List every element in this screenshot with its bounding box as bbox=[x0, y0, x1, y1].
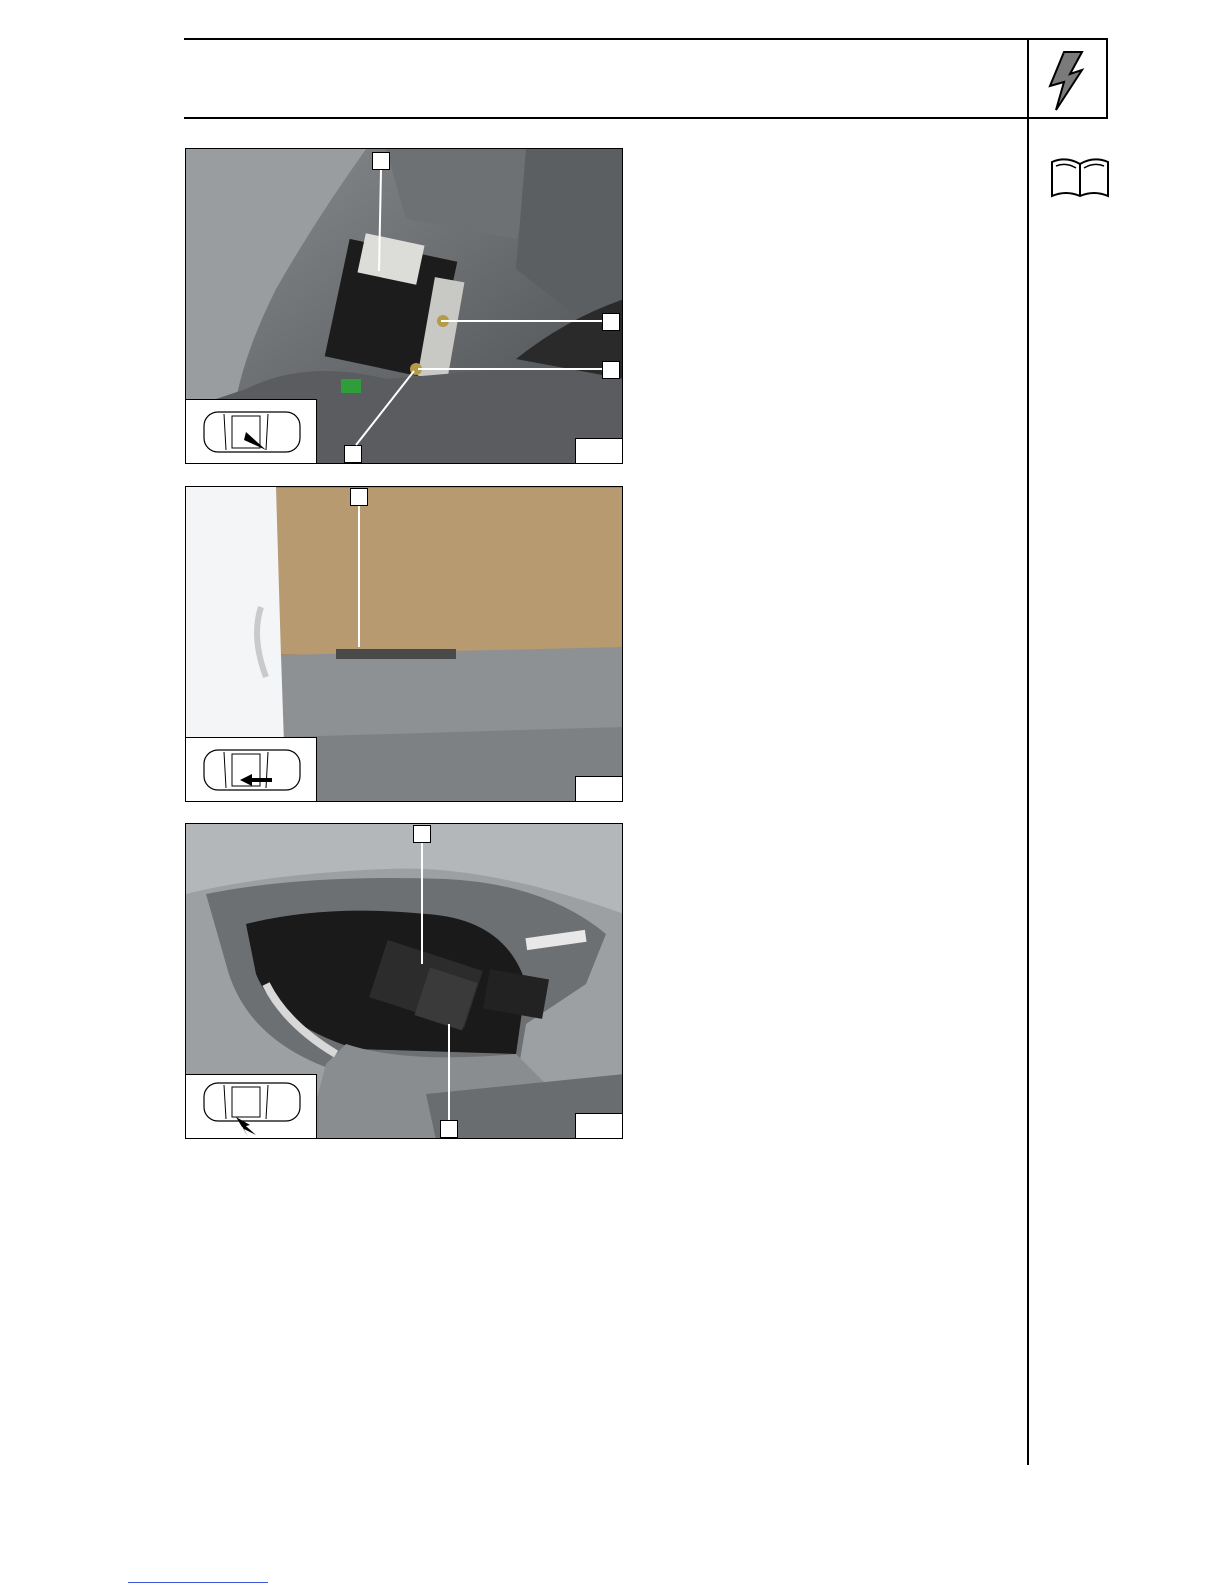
car-top-view-arrow-icon bbox=[186, 400, 316, 463]
figure-3-number-box bbox=[575, 1113, 622, 1138]
right-margin-rule bbox=[1027, 38, 1029, 1465]
figure-3-photo bbox=[185, 823, 623, 1139]
figure-2-locator bbox=[186, 737, 317, 801]
open-book-icon bbox=[1048, 156, 1112, 205]
lightning-bolt-icon bbox=[1042, 50, 1092, 117]
car-top-view-arrow-icon bbox=[186, 1075, 316, 1138]
figure-3-locator bbox=[186, 1074, 317, 1138]
header-bottom-rule bbox=[184, 117, 1108, 119]
figure-1-photo bbox=[185, 148, 623, 464]
car-top-view-arrow-icon bbox=[186, 738, 316, 801]
figure-2-number-box bbox=[575, 776, 622, 801]
footer-link-underline[interactable] bbox=[128, 1582, 268, 1583]
figure-1-number-box bbox=[575, 438, 622, 463]
header-icon-box-right bbox=[1106, 38, 1108, 119]
figure-1-locator bbox=[186, 399, 317, 463]
header-top-rule bbox=[184, 38, 1108, 40]
figure-2-photo bbox=[185, 486, 623, 802]
